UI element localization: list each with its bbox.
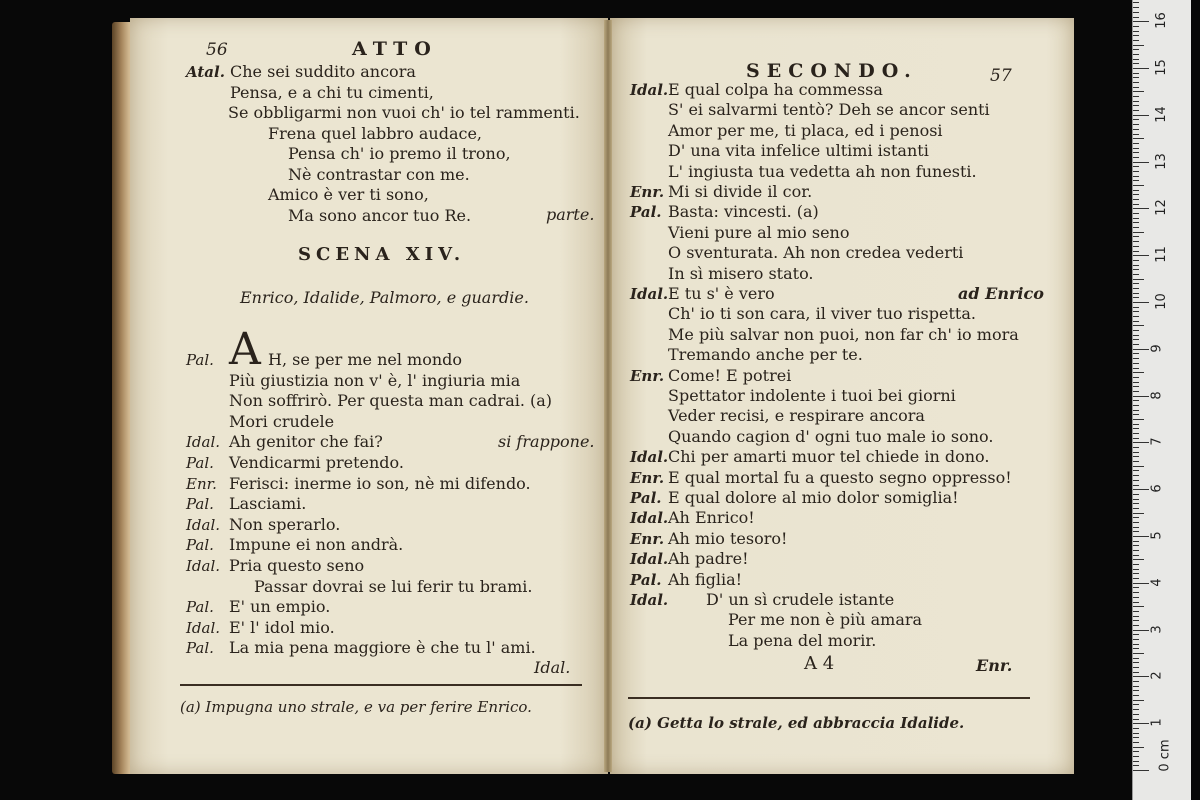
verse-line: Nè contrastar con me. (288, 164, 470, 184)
ruler-tick (1133, 372, 1144, 373)
top-speaker: Atal. (186, 63, 225, 81)
ruler-tick (1133, 339, 1139, 340)
ruler-tick (1133, 124, 1139, 125)
ruler-tick (1133, 723, 1149, 724)
ruler-tick (1133, 536, 1149, 537)
ruler-tick (1133, 40, 1139, 41)
dialogue-line: Me più salvar non puoi, non far ch' io mora (668, 324, 1019, 344)
ruler-number: 15 (1153, 59, 1169, 76)
ruler-tick (1133, 349, 1149, 350)
ruler-tick (1133, 616, 1139, 617)
speaker-label: Pal. (186, 454, 214, 472)
ruler-tick (1133, 208, 1149, 209)
ruler-number: 10 (1153, 293, 1169, 310)
dialogue-line: Mi si divide il cor. (668, 182, 813, 201)
ruler-unit-label: 0 cm (1157, 739, 1173, 772)
dialogue-line: Tremando anche per te. (668, 345, 863, 365)
ruler-tick (1133, 7, 1139, 8)
speaker-label: Enr. (630, 529, 665, 548)
ruler-tick (1133, 559, 1144, 560)
ruler-tick (1133, 325, 1144, 326)
speaker-label: Idal. (630, 550, 669, 569)
dialogue-line: E qual mortal fu a questo segno oppresso! (668, 467, 1012, 487)
speaker-label: Idal. (630, 509, 669, 528)
scene-characters: Enrico, Idalide, Palmoro, e guardie. (240, 288, 529, 307)
ruler-tick (1133, 204, 1139, 205)
ruler-tick (1133, 255, 1149, 256)
ruler-tick (1133, 143, 1139, 144)
ruler-tick (1133, 358, 1139, 359)
dialogue-line: S' ei salvarmi tentò? Deh se ancor senti (668, 100, 990, 120)
ruler-tick (1133, 681, 1139, 682)
dialogue-line: Ah padre! (668, 549, 749, 569)
ruler-tick (1133, 630, 1149, 631)
dialogue-line: Ch' io ti son cara, il viver tuo rispetta. (668, 304, 976, 324)
ruler-number: 12 (1153, 199, 1169, 217)
dialogue-line: Non sperarlo. (229, 514, 341, 534)
ruler-number: 7 (1149, 437, 1165, 447)
ruler-tick (1133, 265, 1139, 266)
ruler-tick (1133, 662, 1139, 663)
speaker-label: Idal. (630, 591, 669, 609)
ruler-tick (1133, 569, 1139, 570)
ruler-tick (1133, 227, 1139, 228)
dialogue-line: Ah Enrico! (668, 508, 755, 528)
dialogue-line: Ah figlia! (668, 569, 743, 589)
ruler-tick (1133, 400, 1139, 401)
ruler-tick (1133, 503, 1139, 504)
ruler-tick (1133, 714, 1139, 715)
ruler-tick (1133, 499, 1139, 500)
ruler-tick (1133, 550, 1139, 551)
dialogue-line: Lasciami. (229, 494, 307, 514)
ruler-tick (1133, 438, 1139, 439)
ruler-tick (1133, 330, 1139, 331)
dialogue-line: Passar dovrai se lui ferir tu brami. (254, 576, 533, 596)
ruler-tick (1133, 335, 1139, 336)
verse-line: Che sei suddito ancora (230, 62, 416, 81)
ruler-tick (1133, 592, 1139, 593)
ruler-tick (1133, 134, 1139, 135)
speaker-label: Pal. (630, 203, 662, 222)
ruler-tick (1133, 597, 1139, 598)
ruler-tick (1133, 555, 1139, 556)
ruler-tick (1133, 676, 1149, 677)
speaker-label: Idal. (630, 285, 669, 303)
ruler-tick (1133, 31, 1139, 32)
ruler-tick (1133, 625, 1139, 626)
ruler-number: 16 (1153, 12, 1169, 29)
left-footnote-rule (180, 684, 582, 686)
ruler-tick (1133, 68, 1149, 69)
speaker-label: Enr. (630, 366, 665, 385)
ruler-tick (1133, 672, 1139, 673)
ruler-tick (1133, 658, 1139, 659)
ruler-tick (1133, 531, 1139, 532)
ruler-tick (1133, 494, 1139, 495)
right-footnote-rule (628, 697, 1030, 699)
ruler-tick (1133, 101, 1139, 102)
ruler-tick (1133, 110, 1139, 111)
ruler-tick (1133, 236, 1139, 237)
dialogue-line: La pena del morir. (728, 630, 877, 650)
right-catchword: Enr. (976, 656, 1013, 675)
left-footnote: (a) Impugna uno strale, e va per ferire Enrico. (180, 698, 532, 716)
ruler-tick (1133, 115, 1149, 116)
ruler-tick (1133, 644, 1139, 645)
ruler-tick (1133, 522, 1139, 523)
ruler-tick (1133, 480, 1139, 481)
ruler-tick (1133, 709, 1139, 710)
dialogue-line: E' un empio. (229, 597, 331, 617)
ruler-tick (1133, 686, 1139, 687)
dialogue-line: E qual colpa ha commessa (668, 80, 883, 99)
ruler-tick (1133, 119, 1139, 120)
ruler-tick (1133, 199, 1139, 200)
ruler-number: 9 (1149, 344, 1165, 353)
ruler-tick (1133, 414, 1139, 415)
ruler-tick (1133, 513, 1144, 514)
ruler-number: 5 (1149, 531, 1165, 540)
ruler-tick (1133, 269, 1139, 270)
speaker-label: Idal. (186, 433, 221, 452)
ruler-tick (1133, 419, 1144, 420)
ruler-tick (1133, 485, 1139, 486)
ruler-tick (1133, 690, 1139, 691)
ruler-tick (1133, 138, 1144, 139)
ruler-tick (1133, 353, 1139, 354)
speaker-label: Enr. (630, 468, 665, 487)
ruler-number: 13 (1153, 152, 1169, 170)
ruler-tick (1133, 297, 1139, 298)
verse-line: Pensa, e a chi tu cimenti, (230, 82, 434, 102)
ruler-tick (1133, 283, 1139, 284)
ruler-tick (1133, 606, 1144, 607)
left-catchword: Idal. (534, 658, 571, 677)
ruler-tick (1133, 634, 1139, 635)
ruler-tick (1133, 545, 1139, 546)
dialogue-line: Per me non è più amara (728, 610, 923, 630)
ruler-tick (1133, 461, 1139, 462)
dialogue-line: Pria questo seno (229, 556, 365, 575)
ruler-tick (1133, 410, 1139, 411)
dialogue-line: Quando cagion d' ogni tuo male io sono. (668, 426, 994, 446)
dialogue-line: Non soffrirò. Per questa man cadrai. (a) (229, 391, 553, 411)
dialogue-line: Impune ei non andrà. (229, 535, 404, 555)
verse-line: Ma sono ancor tuo Re. (288, 205, 472, 225)
ruler-number: 6 (1149, 484, 1165, 493)
left-running-head: ATTO (352, 38, 438, 60)
ruler-tick (1133, 166, 1139, 167)
ruler-tick (1133, 180, 1139, 181)
right-footnote: (a) Getta lo strale, ed abbraccia Idalide. (628, 714, 965, 732)
ruler-tick (1133, 59, 1139, 60)
ruler-tick (1133, 704, 1139, 705)
ruler-tick (1133, 747, 1144, 748)
ruler-tick (1133, 433, 1139, 434)
ruler-tick (1133, 475, 1139, 476)
ruler-tick (1133, 386, 1139, 387)
dialogue-line: Veder recisi, e respirare ancora (668, 406, 925, 426)
ruler-tick (1133, 620, 1139, 621)
ruler-tick (1133, 274, 1139, 275)
verse-line: Amico è ver ti sono, (268, 185, 429, 204)
dialogue-line: H, se per me nel mondo (268, 350, 463, 369)
dialogue-line: Ferisci: inerme io son, nè mi difendo. (229, 473, 531, 493)
ruler-tick (1133, 470, 1139, 471)
ruler-tick (1133, 733, 1139, 734)
ruler-tick (1133, 213, 1139, 214)
ruler-tick (1133, 405, 1139, 406)
speaker-label: Pal. (186, 639, 214, 658)
dialogue-line: Chi per amarti muor tel chiede in dono. (668, 447, 990, 467)
ruler-tick (1133, 761, 1139, 762)
ruler-tick (1133, 148, 1139, 149)
ruler-tick (1133, 232, 1144, 233)
ruler-tick (1133, 49, 1139, 50)
ruler-tick (1133, 241, 1139, 242)
ruler-tick (1133, 162, 1149, 163)
ruler-tick (1133, 194, 1139, 195)
ruler-tick (1133, 648, 1139, 649)
speaker-label: Pal. (186, 536, 214, 555)
right-page-number: 57 (990, 66, 1012, 86)
ruler-tick (1133, 91, 1144, 92)
ruler-tick (1133, 527, 1139, 528)
speaker-label: Idal. (630, 448, 669, 467)
ruler-tick (1133, 251, 1139, 252)
ruler-tick (1133, 129, 1139, 130)
dialogue-line: Vieni pure al mio seno (668, 222, 850, 242)
dialogue-line: E qual dolore al mio dolor somiglia! (668, 488, 959, 507)
speaker-label: Pal. (186, 351, 214, 369)
verse-line: Se obbligarmi non vuoi ch' io tel rammenti. (228, 103, 580, 122)
dialogue-line: Ah mio tesoro! (668, 528, 788, 548)
ruler-tick (1133, 770, 1149, 771)
ruler-tick (1133, 377, 1139, 378)
ruler-tick (1133, 218, 1139, 219)
book-gutter (604, 20, 612, 772)
ruler-tick (1133, 452, 1139, 453)
dialogue-line: Basta: vincesti. (a) (668, 202, 819, 222)
ruler-tick (1133, 26, 1139, 27)
stage-direction-exit: parte. (546, 205, 595, 224)
speaker-label: Idal. (186, 618, 221, 637)
ruler-tick (1133, 77, 1139, 78)
ruler-tick (1133, 765, 1139, 766)
ruler-tick (1133, 653, 1144, 654)
ruler-tick (1133, 176, 1139, 177)
ruler-tick (1133, 583, 1149, 584)
ruler-tick (1133, 578, 1139, 579)
stage-direction: si frappone. (498, 432, 595, 452)
ruler-tick (1133, 45, 1144, 46)
dialogue-line: La mia pena maggiore è che tu l' ami. (229, 638, 536, 658)
dialogue-line: Mori crudele (229, 411, 335, 431)
speaker-label: Pal. (630, 570, 662, 589)
speaker-label: Idal. (186, 515, 221, 534)
ruler-tick (1133, 185, 1144, 186)
speaker-label: Enr. (186, 474, 217, 493)
ruler-tick (1133, 573, 1139, 574)
ruler-tick (1133, 447, 1139, 448)
ruler-tick (1133, 695, 1139, 696)
ruler-tick (1133, 719, 1139, 720)
ruler-tick (1133, 396, 1149, 397)
ruler-tick (1133, 288, 1139, 289)
ruler-number: 1 (1149, 718, 1165, 727)
ruler-tick (1133, 87, 1139, 88)
ruler-tick (1133, 96, 1139, 97)
ruler-tick (1133, 222, 1139, 223)
ruler-tick (1133, 363, 1139, 364)
speaker-label: Enr. (630, 183, 665, 201)
ruler-tick (1133, 321, 1139, 322)
ruler-tick (1133, 302, 1149, 303)
ruler-tick (1133, 368, 1139, 369)
ruler-tick (1133, 424, 1139, 425)
ruler-tick (1133, 307, 1139, 308)
dialogue-line: Amor per me, ti placa, ed i penosi (668, 120, 943, 140)
ruler-tick (1133, 442, 1149, 443)
ruler-tick (1133, 246, 1139, 247)
ruler-tick (1133, 667, 1139, 668)
verse-line: Pensa ch' io premo il trono, (288, 144, 511, 163)
ruler-tick (1133, 742, 1139, 743)
dialogue-line: In sì misero stato. (668, 263, 814, 283)
left-page-number: 56 (206, 40, 228, 60)
speaker-label: Idal. (630, 81, 669, 99)
ruler-tick (1133, 344, 1139, 345)
dialogue-line: Vendicarmi pretendo. (229, 453, 404, 472)
speaker-label: Pal. (186, 495, 214, 514)
ruler-tick (1133, 12, 1139, 13)
ruler-tick (1133, 190, 1139, 191)
ruler-number: 2 (1149, 671, 1165, 681)
ruler-tick (1133, 517, 1139, 518)
ruler-tick (1133, 35, 1139, 36)
speaker-label: Idal. (186, 557, 221, 575)
ruler-tick (1133, 157, 1139, 158)
dialogue-line: E tu s' è vero (668, 284, 775, 303)
ruler-tick (1133, 756, 1139, 757)
ruler-number: 3 (1149, 624, 1165, 634)
ruler-tick (1133, 73, 1139, 74)
ruler-tick (1133, 751, 1139, 752)
signature-mark: A 4 (804, 653, 835, 674)
dialogue-line: E' l' idol mio. (229, 617, 335, 637)
ruler-tick (1133, 260, 1139, 261)
drop-cap: A (229, 324, 261, 375)
ruler-tick (1133, 611, 1139, 612)
dialogue-line: D' un sì crudele istante (706, 590, 895, 609)
ruler-tick (1133, 564, 1139, 565)
ruler-tick (1133, 293, 1139, 294)
dialogue-line: Come! E potrei (668, 365, 792, 385)
ruler-tick (1133, 587, 1139, 588)
verse-line: Frena quel labbro audace, (268, 123, 483, 143)
ruler-tick (1133, 428, 1139, 429)
ruler-tick (1133, 152, 1139, 153)
ruler-tick (1133, 279, 1144, 280)
ruler-tick (1133, 456, 1139, 457)
ruler-tick (1133, 82, 1139, 83)
ruler-tick (1133, 382, 1139, 383)
ruler-tick (1133, 700, 1144, 701)
ruler-tick (1133, 171, 1139, 172)
ruler-tick (1133, 541, 1139, 542)
ruler-tick (1133, 508, 1139, 509)
ruler-tick (1133, 21, 1149, 22)
dialogue-line: D' una vita infelice ultimi istanti (668, 141, 929, 161)
dialogue-line: O sventurata. Ah non credea vederti (668, 243, 964, 263)
stage-direction: ad Enrico (958, 284, 1044, 303)
ruler-tick (1133, 2, 1139, 3)
ruler-tick (1133, 63, 1139, 64)
ruler-tick (1133, 639, 1139, 640)
ruler-tick (1133, 54, 1139, 55)
ruler-tick (1133, 391, 1139, 392)
ruler-tick (1133, 728, 1139, 729)
measuring-ruler (1132, 0, 1191, 800)
dialogue-line: Ah genitor che fai? (229, 432, 383, 452)
dialogue-line: Più giustizia non v' è, l' ingiuria mia (229, 370, 521, 390)
ruler-tick (1133, 602, 1139, 603)
speaker-label: Pal. (630, 489, 662, 507)
ruler-tick (1133, 466, 1144, 467)
right-running-head: SECONDO. (746, 60, 918, 82)
ruler-tick (1133, 489, 1149, 490)
speaker-label: Pal. (186, 598, 214, 617)
ruler-tick (1133, 17, 1139, 18)
ruler-number: 14 (1153, 106, 1169, 123)
dialogue-line: Spettator indolente i tuoi bei giorni (668, 386, 956, 405)
scene-title: SCENA XIV. (298, 244, 466, 265)
ruler-number: 11 (1153, 246, 1169, 263)
ruler-number: 4 (1149, 578, 1165, 587)
ruler-tick (1133, 737, 1139, 738)
ruler-tick (1133, 316, 1139, 317)
dialogue-line: L' ingiusta tua vedetta ah non funesti. (668, 161, 977, 181)
ruler-number: 8 (1149, 390, 1165, 400)
ruler-tick (1133, 105, 1139, 106)
ruler-tick (1133, 311, 1139, 312)
